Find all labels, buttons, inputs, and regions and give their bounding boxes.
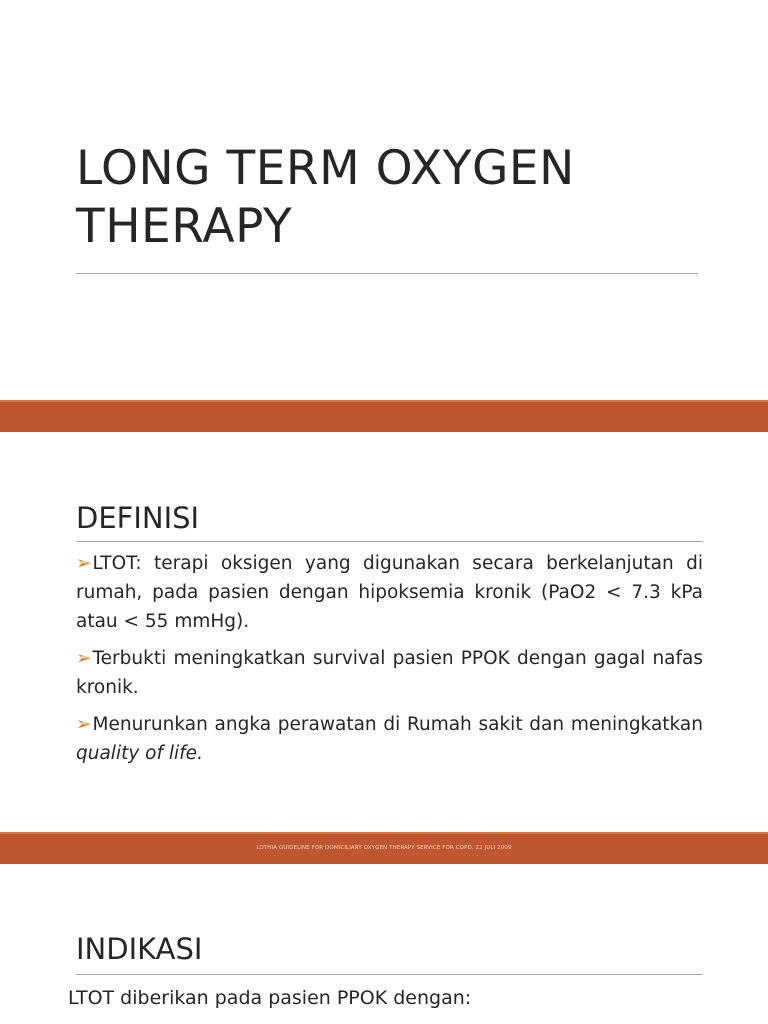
bullet-text: LTOT: terapi oksigen yang digunakan secara berkelanjutan di rumah, pada pasien dengan hipoksemia kronik (PaO2 < 7.3 kPa atau < 55 mmHg). — [76, 553, 703, 632]
indikasi-intro-text: LTOT diberikan pada pasien PPOK dengan: — [68, 987, 472, 1009]
heading-divider — [76, 541, 703, 542]
slide-title — [76, 140, 716, 256]
footer-bar — [0, 832, 768, 864]
section-heading-indikasi: INDIKASI — [76, 932, 203, 966]
title-divider — [76, 273, 698, 274]
title-slide — [0, 0, 768, 400]
slide-title-line-1: LONG TERM OXYGEN — [76, 141, 575, 196]
arrow-bullet-icon: ➢ — [76, 553, 92, 574]
heading-divider — [76, 974, 703, 975]
bullet-emphasis: quality of life — [76, 743, 198, 764]
bullet-item — [76, 644, 703, 702]
bullet-list — [76, 549, 703, 776]
bullet-item — [76, 549, 703, 636]
definisi-slide — [0, 432, 768, 832]
arrow-bullet-icon: ➢ — [76, 648, 92, 669]
bullet-tail: . — [197, 743, 203, 764]
bullet-item — [76, 710, 703, 768]
arrow-bullet-icon: ➢ — [76, 714, 92, 735]
slide-separator-bar — [0, 400, 768, 432]
bullet-text: Terbukti meningkatkan survival pasien PPOK dengan gagal nafas kronik. — [76, 648, 703, 698]
indikasi-slide — [0, 864, 768, 1024]
slide-title-line-2: THERAPY — [76, 199, 293, 254]
section-heading-definisi: DEFINISI — [76, 501, 200, 535]
source-footnote: LOTHIA GUIDELINE FOR DOMICILIARY OXYGEN THERAPY SERVICE FOR COPD, 22 JULI 2009 — [256, 845, 512, 851]
bullet-text: Menurunkan angka perawatan di Rumah sakit dan meningkatkan — [92, 714, 703, 735]
